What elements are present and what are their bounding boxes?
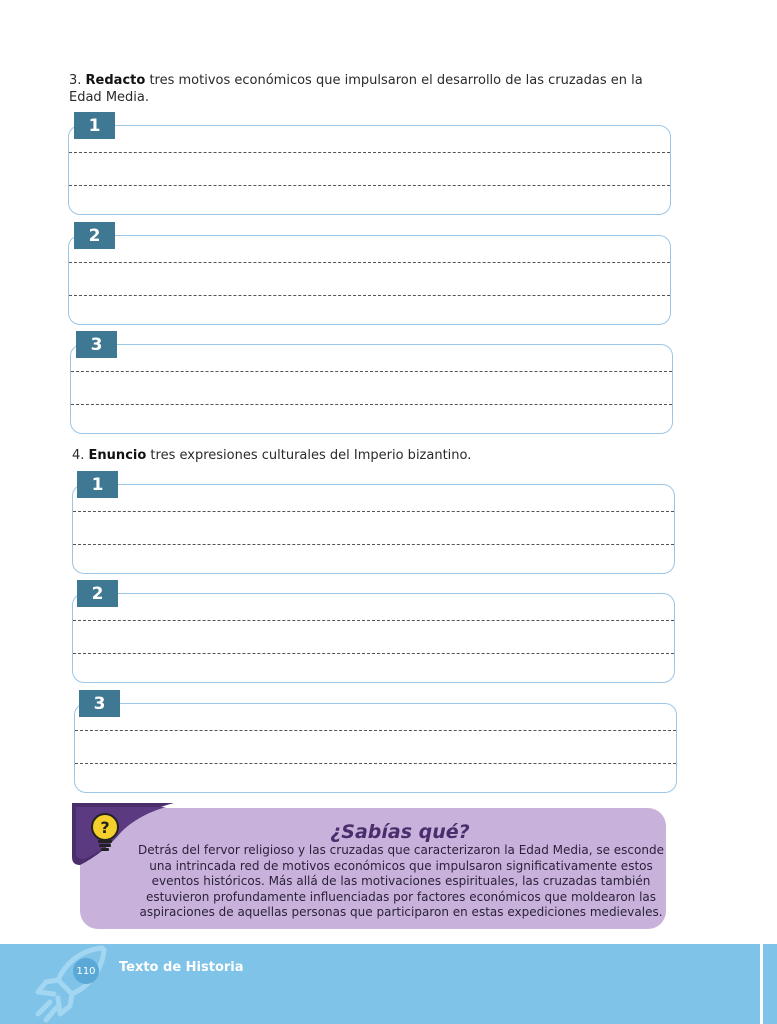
writing-line [71,404,672,405]
footer-edge [763,944,777,1024]
question-number: 4. [72,448,85,463]
question-text: tres motivos económicos que impulsaron el desarrollo de las cruzadas en la Edad Media. [69,73,643,105]
writing-line [69,185,670,186]
answer-box-3-1[interactable] [68,125,671,215]
rocket-icon [32,944,112,1024]
answer-box-3-3[interactable] [70,344,673,434]
writing-line [73,653,674,654]
answer-box-4-3[interactable] [74,703,677,793]
answer-number-tab: 3 [79,690,120,717]
question-number: 3. [69,73,82,88]
answer-box-4-2[interactable] [72,593,675,683]
svg-text:?: ? [100,818,110,837]
question-verb: Enuncio [88,448,147,463]
lightbulb-question-icon [88,812,122,852]
writing-line [71,371,672,372]
writing-line [73,620,674,621]
footer-bar [0,944,760,1024]
callout-text: Detrás del fervor religioso y las cruzadas que caracterizaron la Edad Media, se esconde una intrincada red de motivos económicos que impulsaron significativamente estos eventos históricos. Más allá de las motivaciones espirituales, las cruzadas también estuvieron profundamente influenciadas por factores económicos que moldearon las aspiraciones de aquellas personas que participaron en estas expediciones medievales. [138,843,664,920]
answer-number-tab: 1 [77,471,118,498]
answer-number-tab: 3 [76,331,117,358]
answer-number-tab: 2 [74,222,115,249]
writing-line [69,262,670,263]
callout-title: ¿Sabías qué? [330,821,470,843]
answer-number-tab: 2 [77,580,118,607]
question-3-prompt [69,72,673,106]
writing-line [69,152,670,153]
question-4-prompt [72,447,672,464]
book-title: Texto de Historia [119,960,244,975]
answer-box-3-2[interactable] [68,235,671,325]
writing-line [75,763,676,764]
writing-line [69,295,670,296]
answer-number-tab: 1 [74,112,115,139]
page-number: 110 [73,958,99,984]
writing-line [73,544,674,545]
question-text: tres expresiones culturales del Imperio bizantino. [146,448,472,463]
writing-line [75,730,676,731]
answer-box-4-1[interactable] [72,484,675,574]
writing-line [73,511,674,512]
question-verb: Redacto [85,73,146,88]
